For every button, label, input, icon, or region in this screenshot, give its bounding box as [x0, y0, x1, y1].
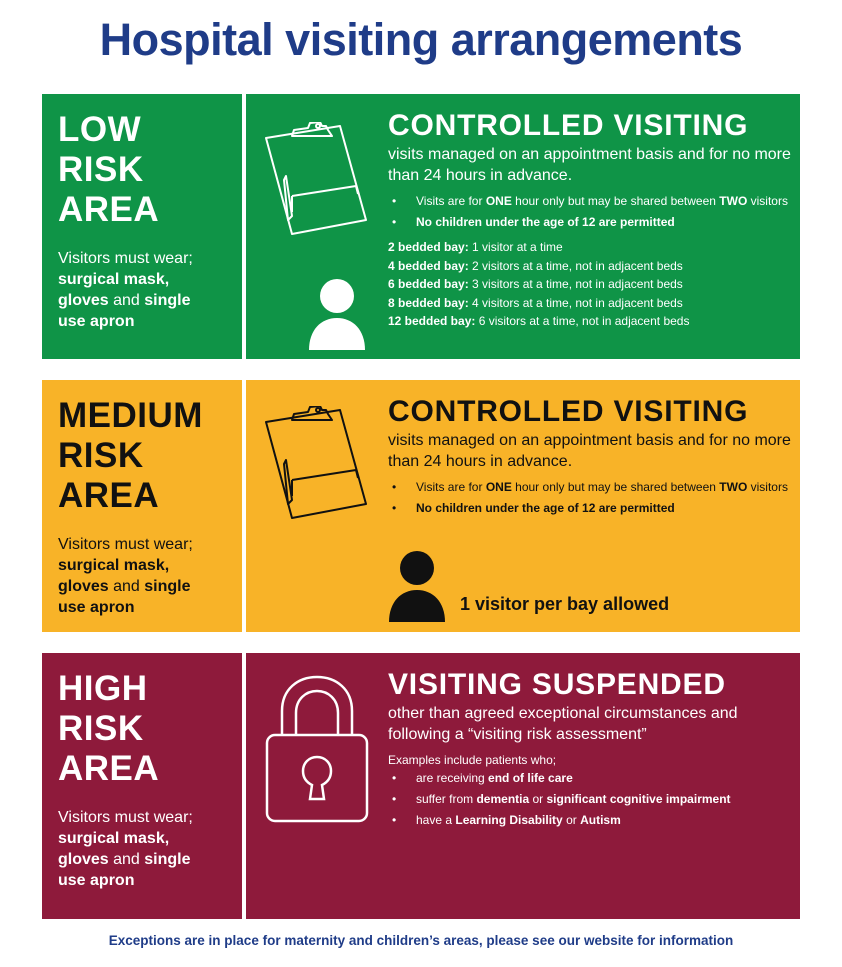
wear-requirements: [58, 248, 242, 332]
wear-requirements: [58, 534, 242, 618]
wear-gloves: gloves: [58, 292, 109, 309]
wear-apron: use apron: [58, 872, 135, 889]
wear-and: and: [108, 292, 145, 309]
rules-list: [388, 480, 798, 516]
wear-single: single: [144, 292, 191, 309]
example-text: or: [529, 792, 547, 806]
controlled-visiting-info: [388, 110, 798, 331]
rule-item: [388, 215, 798, 230]
wear-single: single: [144, 851, 191, 868]
risk-word: MEDIUM: [58, 396, 203, 435]
risk-level-title: [58, 396, 242, 516]
bay-rule: [388, 312, 798, 331]
medium-risk-section: [42, 380, 800, 632]
rule-emphasis: TWO: [719, 480, 748, 494]
rule-text: hour only but may be shared between: [511, 480, 720, 494]
low-risk-panel: [42, 94, 242, 359]
wear-apron: use apron: [58, 313, 135, 330]
risk-word: RISK: [58, 150, 144, 189]
section-subheading: other than agreed exceptional circumstances and following a “visiting risk assessment”: [388, 705, 738, 743]
rule-text: hour only but may be shared between: [511, 194, 720, 208]
page-title: Hospital visiting arrangements: [99, 14, 743, 65]
risk-word: RISK: [58, 436, 144, 475]
controlled-visiting-info: [388, 396, 798, 522]
wear-intro: Visitors must wear;: [58, 250, 193, 267]
examples-intro: Examples include patients who;: [388, 753, 557, 767]
wear-apron: use apron: [58, 599, 135, 616]
visiting-suspended-info: [388, 669, 798, 834]
high-risk-details: [246, 653, 800, 919]
wear-mask: surgical mask,: [58, 557, 170, 574]
section-heading: CONTROLLED VISITING: [388, 109, 749, 142]
wear-intro: Visitors must wear;: [58, 809, 193, 826]
rule-text: visitors: [747, 194, 788, 208]
risk-word: RISK: [58, 709, 144, 748]
wear-gloves: gloves: [58, 851, 109, 868]
rules-list: [388, 194, 798, 230]
person-icon: [388, 550, 446, 622]
bay-rule: [388, 294, 798, 313]
rule-emphasis: No children under the age of 12 are permitted: [416, 501, 675, 515]
medium-risk-details: [246, 380, 800, 632]
risk-word: AREA: [58, 190, 160, 229]
rule-item: [388, 501, 798, 516]
wear-and: and: [108, 851, 145, 868]
bay-text: 6 visitors at a time, not in adjacent beds: [475, 314, 690, 328]
risk-word: AREA: [58, 476, 160, 515]
wear-mask: surgical mask,: [58, 271, 170, 288]
bay-label: 2 bedded bay:: [388, 240, 469, 254]
wear-intro: Visitors must wear;: [58, 536, 193, 553]
padlock-icon: [264, 675, 370, 825]
bay-text: 1 visitor at a time: [468, 240, 563, 254]
footer-note: Exceptions are in place for maternity and children’s areas, please see our website for information: [108, 933, 734, 948]
example-emphasis: end of life care: [488, 771, 573, 785]
example-item: [388, 771, 798, 786]
example-item: [388, 792, 798, 807]
example-emphasis: significant cognitive impairment: [546, 792, 731, 806]
high-risk-section: [42, 653, 800, 919]
wear-requirements: [58, 807, 242, 891]
bay-rule: [388, 257, 798, 276]
risk-word: HIGH: [58, 669, 148, 708]
example-emphasis: dementia: [476, 792, 530, 806]
example-emphasis: Learning Disability: [455, 813, 563, 827]
low-risk-details: [246, 94, 800, 359]
wear-and: and: [108, 578, 145, 595]
wear-gloves: gloves: [58, 578, 109, 595]
example-item: [388, 813, 798, 828]
person-icon: [308, 278, 366, 350]
rule-item: [388, 480, 798, 495]
example-text: suffer from: [416, 792, 477, 806]
rule-emphasis: No children under the age of 12 are permitted: [416, 215, 675, 229]
rule-emphasis: ONE: [485, 480, 512, 494]
risk-word: AREA: [58, 749, 160, 788]
section-heading: VISITING SUSPENDED: [388, 668, 726, 701]
wear-mask: surgical mask,: [58, 830, 170, 847]
rule-text: Visits are for: [416, 480, 486, 494]
bay-label: 4 bedded bay:: [388, 258, 469, 273]
examples-list: [388, 771, 798, 828]
section-subheading: visits managed on an appointment basis and for no more than 24 hours in advance.: [388, 146, 791, 184]
rule-text: Visits are for: [416, 194, 486, 208]
section-subheading: visits managed on an appointment basis and for no more than 24 hours in advance.: [388, 432, 791, 470]
rule-emphasis: ONE: [485, 194, 512, 208]
example-emphasis: Autism: [580, 813, 621, 827]
bay-text: 4 visitors at a time, not in adjacent beds: [468, 295, 683, 310]
low-risk-section: [42, 94, 800, 359]
example-text: or: [562, 813, 581, 827]
bay-rule: [388, 275, 798, 294]
high-risk-panel: [42, 653, 242, 919]
bay-text: 2 visitors at a time, not in adjacent beds: [468, 258, 683, 273]
medium-risk-panel: [42, 380, 242, 632]
section-heading: CONTROLLED VISITING: [388, 395, 749, 428]
example-text: are receiving: [416, 771, 489, 785]
example-text: have a: [416, 813, 456, 827]
visitor-allowance: 1 visitor per bay allowed: [460, 594, 670, 614]
rule-text: visitors: [747, 480, 788, 494]
risk-word: LOW: [58, 110, 142, 149]
bay-text: 3 visitors at a time, not in adjacent beds: [468, 277, 683, 291]
rule-item: [388, 194, 798, 209]
risk-level-title: [58, 110, 242, 230]
wear-single: single: [144, 578, 191, 595]
clipboard-icon: [262, 122, 374, 238]
bay-label: 6 bedded bay:: [388, 277, 469, 291]
risk-level-title: [58, 669, 242, 789]
bay-label: 8 bedded bay:: [388, 295, 469, 310]
bay-rule: [388, 238, 798, 257]
rule-emphasis: TWO: [719, 194, 748, 208]
bay-label: 12 bedded bay:: [388, 314, 476, 328]
clipboard-icon: [262, 406, 374, 522]
bay-rules: [388, 238, 798, 331]
